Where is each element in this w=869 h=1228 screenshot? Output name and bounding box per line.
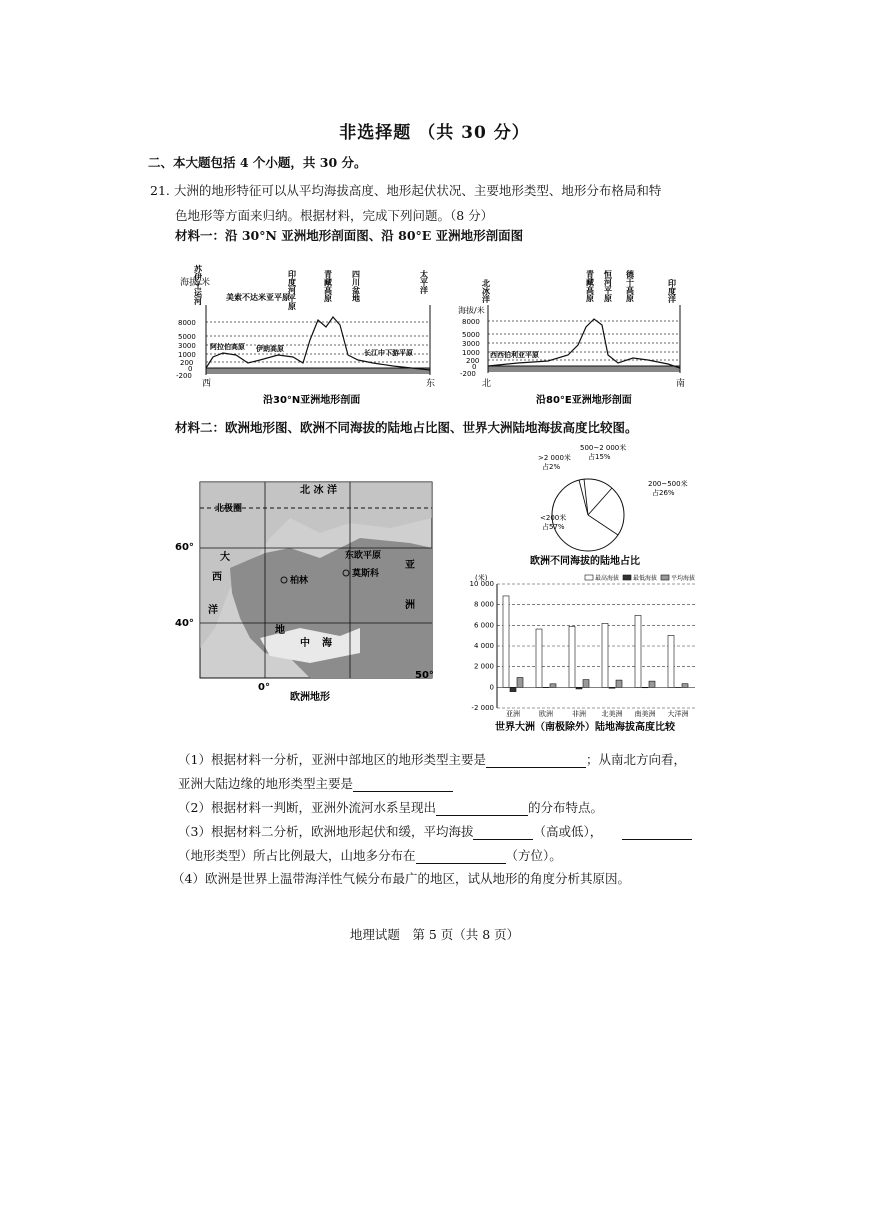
q3-text-a: （3）根据材料二分析，欧洲地形起伏和缓，平均海拔: [178, 824, 474, 839]
q1-blank-2[interactable]: [353, 777, 453, 792]
ytick: 200: [180, 359, 194, 367]
category-label: 北美洲: [601, 710, 623, 718]
label-indian-ocean: 印度洋: [667, 279, 677, 303]
category-label: 南美洲: [634, 710, 656, 718]
label-atlantic-1: 大: [220, 552, 230, 563]
bar-min: [510, 687, 516, 691]
label-mesopotamia: 美索不达米亚平原: [226, 293, 290, 302]
question-2: [178, 798, 603, 816]
label-iran: 伊朗高原: [256, 345, 284, 353]
bar-max: [503, 596, 509, 687]
bar-avg: [550, 684, 556, 688]
label-east-european-plain: 东欧平原: [345, 551, 382, 561]
ytick: 0: [188, 365, 193, 373]
legend-swatch: [661, 575, 669, 580]
pie-figure: [520, 440, 710, 570]
label-ganges: 恒河平原: [603, 270, 613, 302]
question-4: （4）欧洲是世界上温带海洋性气候分布最广的地区，试从地形的角度分析其原因。: [172, 871, 630, 886]
page-title: 非选择题 （共 30 分）: [339, 123, 530, 143]
ytick: 1000: [178, 351, 196, 359]
bar-min: [576, 687, 582, 689]
ytick: 200: [466, 357, 480, 365]
profile-80e-caption: 沿80°E亚洲地形剖面: [536, 395, 632, 406]
ytick: 1000: [462, 349, 480, 357]
bar-max: [668, 635, 674, 687]
y-tick-label: 8 000: [473, 600, 494, 609]
label-med-1: 地: [275, 625, 285, 636]
question-1-line1: [178, 750, 686, 768]
q1-text-a: （1）根据材料一分析，亚洲中部地区的地形类型主要是: [178, 752, 486, 767]
bar-avg: [583, 680, 589, 688]
y-tick-label: 4 000: [473, 642, 494, 650]
material-2-heading: 材料二：欧洲地形图、欧洲不同海拔的陆地占比图、世界大洲陆地海拔高度比较图。: [175, 420, 638, 435]
ytick: 8000: [462, 318, 480, 326]
question-3-line1: [178, 822, 692, 840]
bar-min: [609, 687, 615, 688]
q2-text-a: （2）根据材料一判断，亚洲外流河水系呈现出: [178, 800, 436, 815]
label-west-siberia: 西西伯利亚平原: [490, 351, 539, 359]
q3-blank-1[interactable]: [473, 825, 533, 840]
profile-30n-figure: [168, 245, 458, 410]
label-berlin: 柏林: [290, 576, 309, 586]
section-heading: 二、本大题包括 4 个小题，共 30 分。: [148, 155, 367, 170]
pie-label: 200~500米: [648, 480, 688, 488]
q1-text-b: ；从南北方向看，: [585, 752, 686, 767]
europe-map-caption: 欧洲地形: [290, 692, 330, 703]
bar-chart-title: 世界大洲（南极除外）陆地海拔高度比较: [495, 722, 675, 733]
south-label: 南: [676, 379, 686, 389]
label-suez: 苏伊士运河: [193, 265, 203, 305]
q1-blank-1[interactable]: [486, 753, 586, 768]
ytick: 5000: [178, 333, 196, 341]
legend-swatch: [623, 575, 631, 580]
question-3-line2: [178, 846, 562, 864]
bar-max: [602, 623, 608, 687]
q3-blank-2[interactable]: [622, 825, 692, 840]
pie-label: >2 000米: [538, 454, 571, 462]
q1-text-c: 亚洲大陆边缘的地形类型主要是: [178, 776, 354, 791]
profile-80e-ylabel: 海拔/米: [458, 306, 485, 315]
east-label: 东: [426, 379, 436, 389]
question-1-line2: [178, 774, 453, 792]
legend-label: 平均海拔: [671, 575, 696, 582]
bar-avg: [649, 681, 655, 687]
ytick: 8000: [178, 319, 196, 327]
pie-caption: 欧洲不同海拔的陆地占比: [530, 556, 640, 567]
ytick: 3000: [462, 340, 480, 348]
label-med-3: 海: [322, 638, 332, 649]
pie-label: 500~2 000米: [580, 444, 627, 452]
label-indus: 印度河平原: [287, 270, 297, 310]
elevation-bar-chart: [455, 570, 705, 735]
category-label: 亚洲: [506, 710, 520, 718]
europe-map-figure: [170, 478, 460, 703]
lon-0: 0°: [258, 682, 270, 693]
y-tick-label: 0: [489, 683, 494, 692]
bar-max: [569, 626, 575, 687]
lat-40: 40°: [175, 618, 194, 629]
label-pacific: 太平洋: [419, 270, 429, 294]
question-21-line1: 21. 大洲的地形特征可以从平均海拔高度、地形起伏状况、主要地形类型、地形分布格局和特: [150, 183, 662, 198]
ytick: -200: [176, 372, 192, 380]
profile-30n-caption: 沿30°N亚洲地形剖面: [263, 395, 361, 406]
legend-label: 最低海拔: [633, 575, 658, 582]
label-atlantic-2: 西: [212, 572, 222, 583]
west-label: 西: [202, 379, 212, 389]
y-tick-label: 10 000: [469, 580, 494, 588]
profile-80e-figure: [458, 245, 708, 410]
q2-blank[interactable]: [436, 801, 528, 816]
q3-text-d: （方位）。: [505, 848, 562, 863]
y-tick-label: -2 000: [471, 704, 494, 712]
bar-avg: [616, 680, 622, 687]
category-label: 大洋洲: [667, 710, 689, 718]
label-arctic-ocean: 北 冰 洋: [300, 485, 337, 496]
label-med-2: 中: [300, 638, 310, 649]
label-polar-circle: 北极圈: [215, 504, 243, 514]
y-tick-label: 6 000: [473, 621, 494, 630]
pie-label: <200米: [540, 514, 567, 522]
ytick: 3000: [178, 342, 196, 350]
q3-text-c: （地形类型）所占比例最大，山地多分布在: [178, 848, 416, 863]
label-arabia: 阿拉伯高原: [210, 343, 245, 351]
bar-avg: [517, 678, 523, 688]
pie-pct: 占15%: [588, 453, 611, 461]
ytick: 0: [472, 363, 477, 371]
north-label: 北: [482, 379, 492, 389]
q3-text-b: （高或低），: [533, 824, 603, 839]
bar-max: [635, 615, 641, 687]
label-sichuan: 四川盆地: [351, 270, 361, 302]
q2-text-b: 的分布特点。: [527, 800, 603, 815]
label-asia-1: 亚: [405, 560, 415, 571]
bar-chart-ylabel: (米): [475, 574, 488, 582]
label-yangtze: 长江中下游平原: [364, 349, 413, 357]
page-footer: 地理试题 第 5 页（共 8 页）: [349, 927, 520, 942]
question-21-line2: 色地形等方面来归纳。根据材料，完成下列问题。（8 分）: [175, 208, 494, 223]
label-tibet-80e: 青藏高原: [585, 270, 595, 302]
lat-60: 60°: [175, 542, 194, 553]
pie-pct: 占2%: [542, 463, 561, 471]
label-asia-2: 洲: [405, 600, 415, 611]
category-label: 欧洲: [539, 710, 553, 718]
q3-blank-3[interactable]: [416, 849, 506, 864]
bar-max: [536, 629, 542, 687]
profile-30n-ylabel: 海拔/米: [180, 278, 211, 288]
ytick: -200: [460, 370, 476, 378]
pie-pct: 占26%: [652, 489, 675, 497]
bar-avg: [682, 684, 688, 688]
legend-label: 最高海拔: [595, 575, 620, 582]
material-1-heading: 材料一：沿 30°N 亚洲地形剖面图、沿 80°E 亚洲地形剖面图: [175, 228, 524, 243]
label-atlantic-3: 洋: [208, 605, 218, 616]
lon-50: 50°: [415, 670, 434, 681]
label-arctic: 北冰洋: [481, 279, 491, 303]
pie-pct: 占57%: [542, 523, 565, 531]
ytick: 5000: [462, 331, 480, 339]
category-label: 非洲: [572, 710, 586, 718]
label-tibet: 青藏高原: [323, 270, 333, 302]
label-moscow: 莫斯科: [352, 569, 380, 579]
y-tick-label: 2 000: [473, 662, 494, 671]
legend-swatch: [585, 575, 593, 580]
label-deccan: 德干高原: [625, 270, 635, 302]
